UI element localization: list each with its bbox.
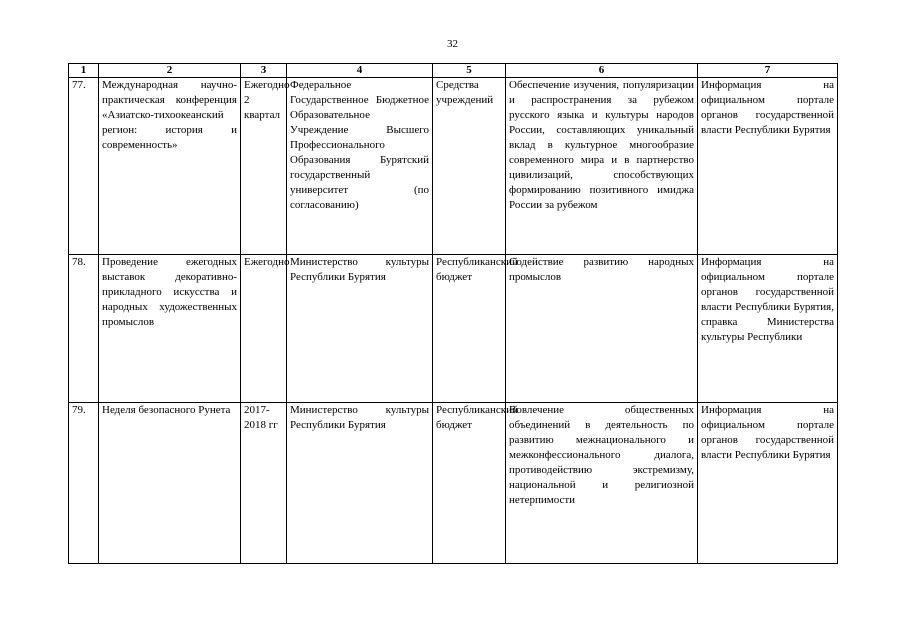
- row-number: 79.: [69, 403, 99, 564]
- report-cell: Информация на официальном портале органов государственной власти Республики Бурятия: [698, 78, 838, 255]
- goal-cell: Вовлечение общественных объединений в деятельность по развитию межнационального и межконфессионального диалога, противодействию экстремизму, национальной и религиозной нетерпимости: [506, 403, 698, 564]
- event-cell: Международная научно-практическая конференция «Азиатско-тихоокеанский регион: история и современность»: [99, 78, 241, 255]
- col-header-6: 6: [506, 64, 698, 78]
- col-header-5: 5: [433, 64, 506, 78]
- col-header-2: 2: [99, 64, 241, 78]
- table-row: [69, 403, 838, 564]
- header-row: [69, 64, 838, 78]
- report-cell: Информация на официальном портале органов государственной власти Республики Бурятия, справка Министерства культуры Республики: [698, 255, 838, 403]
- event-cell: Проведение ежегодных выставок декоративно-прикладного искусства и народных художественных промыслов: [99, 255, 241, 403]
- funding-cell: Республиканский бюджет: [433, 255, 506, 403]
- table-row: [69, 255, 838, 403]
- row-number: 77.: [69, 78, 99, 255]
- responsible-cell: Министерство культуры Республики Бурятия: [287, 255, 433, 403]
- table-row: [69, 78, 838, 255]
- row-number: 78.: [69, 255, 99, 403]
- period-cell: Ежегодно 2 квартал: [241, 78, 287, 255]
- page-number: 32: [447, 38, 458, 50]
- event-cell: Неделя безопасного Рунета: [99, 403, 241, 564]
- goal-cell: Обеспечение изучения, популяризации и распространения за рубежом русского языка и культуры народов России, составляющих уникальный вклад в культурное многообразие современного мира и в партнерство цивилизаций, способствующих формированию позитивного имиджа России за рубежом: [506, 78, 698, 255]
- col-header-1: 1: [69, 64, 99, 78]
- measures-table: [68, 63, 838, 564]
- funding-cell: Средства учреждений: [433, 78, 506, 255]
- responsible-cell: Федеральное Государственное Бюджетное Образовательное Учреждение Высшего Профессионального Образования Бурятский государственный университет (по согласованию): [287, 78, 433, 255]
- responsible-cell: Министерство культуры Республики Бурятия: [287, 403, 433, 564]
- funding-cell: Республиканский бюджет: [433, 403, 506, 564]
- col-header-3: 3: [241, 64, 287, 78]
- period-cell: 2017-2018 гг: [241, 403, 287, 564]
- col-header-7: 7: [698, 64, 838, 78]
- col-header-4: 4: [287, 64, 433, 78]
- report-cell: Информация на официальном портале органов государственной власти Республики Бурятия: [698, 403, 838, 564]
- goal-cell: Содействие развитию народных промыслов: [506, 255, 698, 403]
- period-cell: Ежегодно: [241, 255, 287, 403]
